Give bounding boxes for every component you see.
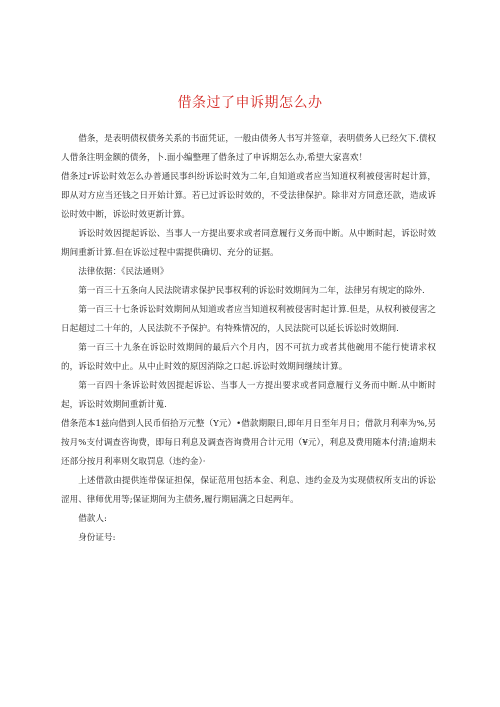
- legal-basis-paragraph: 法律依据：《民法通则》: [78, 267, 169, 277]
- article-139-paragraph: 第一百三十九条在诉讼时效期间的最后六个月内，因不可抗力或者其他碗用不能行使请求权的，诉讼时效中止。从中止时效的原因消除之口起.诉讼时效期间继续计算。: [61, 343, 436, 372]
- article-140-paragraph: 第一百四十条诉讼时效因提起诉讼、当事人一方提出要求或者同意履行义务而中断.从中断时起，诉讼时效期间重新计蒐.: [61, 381, 436, 410]
- guarantee-paragraph: 上述借款由提供连带保证担保，保证范用包括本金、利息、违约金及为实现债权所支出的诉讼涩用、律师优用等;保证期间为主债务,履行期届满之日起两年。: [61, 476, 436, 505]
- document-body: [61, 130, 436, 548]
- statute-paragraph: 借条过r诉讼时效怎么办普通民事纠纷诉讼时效为二年,自知道或者应当知道权利被侵害时起计算，即从对方应当还钱之日开始计算。若已过诉讼时效的，不受法律保护。除非对方同意还款，造成诉讼时效中断，诉讼时效更新计算。: [61, 172, 436, 220]
- iou-template-paragraph: 借条范本1兹向借到人民币佰拾万元整（Y元）•借款期限日,即年月日至年月日；借款月利率为%,另按月%支付调查咨询费，即每日利息及调查咨询费用合计元用（¥元），利息及费用随本付清;逾期未还部分按月利率则攵取罚息（违约金）·: [61, 419, 436, 467]
- intro-paragraph: 借条，是表明债权债务关系的书面凭证，一般由债务人书写并签章，表明债务人已经欠下.债权人借条注明金额的债务，卜.面小编整理了借条过了申诉期怎么办,希望大家喜欢！: [61, 134, 436, 163]
- article-135-paragraph: 第一百三十五条向人民法院请求保护民事权利的诉讼时效期间为二年，法律另有规定的除外.: [78, 286, 425, 296]
- article-137-paragraph: 第一百三十七条诉讼时效期间从知道或者应当知道权利被侵害时起计算.但是，从权利被侵害之日起超过二十年的，人民法院不予保护。有特殊情况的，人民法院可以延长诉讼时效期间.: [61, 305, 436, 334]
- document-title: 借条过了申诉期怎么办: [177, 95, 323, 111]
- borrower-label: 借款人:: [78, 514, 107, 524]
- interruption-paragraph: 诉讼时效因提起诉讼、当事人一方提出要求或者同意履行义务而中断。从中断时起，诉讼时效期间重新计算.但在诉讼过程中需提供确切、充分的证据。: [61, 229, 436, 258]
- id-number-label: 身份证号:: [78, 533, 116, 543]
